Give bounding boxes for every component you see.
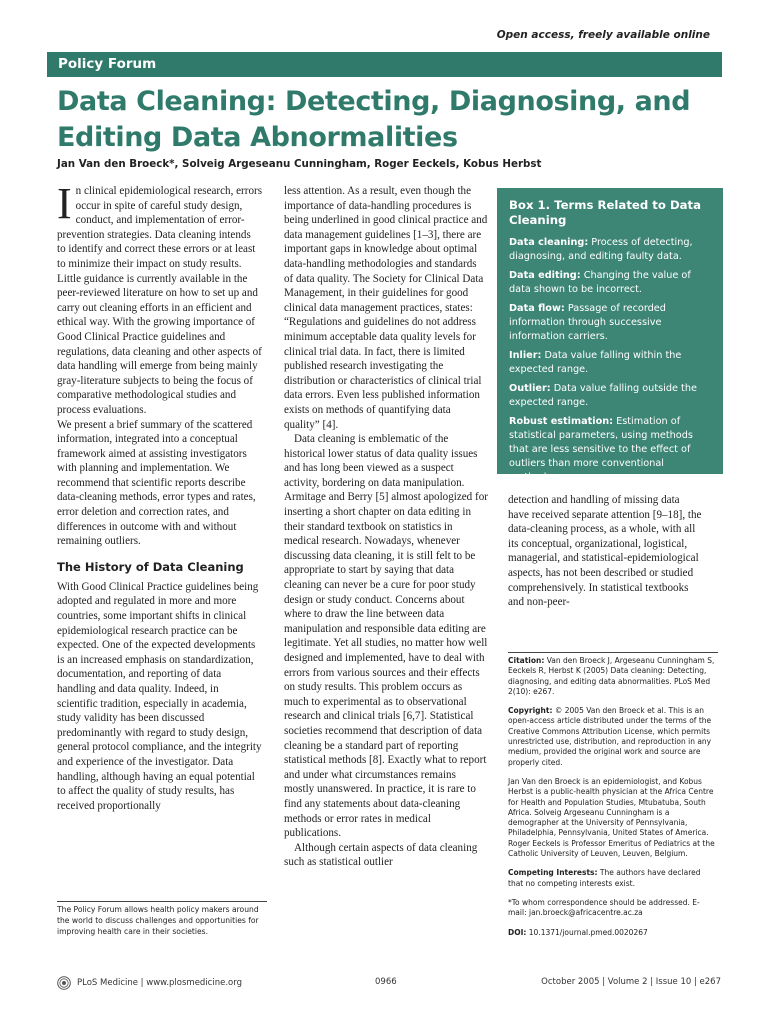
body-column-1 bbox=[57, 179, 263, 813]
body-paragraph: less attention. As a result, even though the importance of data-handling procedures is being underlined in good clinical practice and data management guidelines [1–3], there are important gaps in knowledge about optimal data-handling methodologies and standards of data quality. The Society for Clinical Data Management, in their guidelines for good clinical data management practices, states: “Regulations and guidelines do not address minimum acceptable data quality levels for clinical trial data. In fact, there is limited published research investigating the distribution or characteristics of clinical trial data errors. Even less published information exists on methods of quantifying data quality” [4]. bbox=[284, 185, 488, 431]
body-paragraph: We present a brief summary of the scattered information, integrated into a conceptual framework aimed at assisting investigators with planning and implementation. We recommend that scientific reports describe data-cleaning methods, error types and rates, error deletion and correction rates, and differences in outcome with and without remaining outliers. bbox=[57, 418, 256, 548]
section-banner: Policy Forum bbox=[47, 52, 722, 77]
body-paragraph: Although certain aspects of data cleaning such as statistical outlier bbox=[284, 841, 478, 869]
article-metadata bbox=[508, 652, 718, 947]
open-access-note: Open access, freely available online bbox=[496, 29, 710, 41]
drop-cap: I bbox=[57, 179, 72, 228]
term-item: Data flow: Passage of recorded information through successive information carriers. bbox=[509, 303, 666, 342]
intro-paragraph: In clinical epidemiological research, errors occur in spite of careful study design, conduct, and implementation of error-prevention strategies. Data cleaning intends to identify and correct these errors or at least to minimize their impact on study results. Little guidance is currently available in the peer-reviewed literature on how to set up and carry out cleaning efforts in an efficient and ethical way. With the growing importance of Good Clinical Practice guidelines and regulations, data cleaning and other aspects of data handling will emerge from being mainly gray-literature subjects to being the focus of comparative methodological studies and process evaluations. bbox=[57, 179, 263, 416]
plos-logo-icon bbox=[57, 976, 71, 990]
policy-forum-footnote: The Policy Forum allows health policy makers around the world to discuss challenges and opportunities for improving health care in their societies. bbox=[57, 901, 267, 937]
term-item: Inlier: Data value falling within the expected range. bbox=[509, 350, 682, 375]
terms-box-title: Box 1. Terms Related to Data Cleaning bbox=[509, 198, 702, 227]
doi[interactable]: DOI: 10.1371/journal.pmed.0020267 bbox=[508, 927, 648, 937]
competing-interests: Competing Interests: The authors have declared that no competing interests exist. bbox=[508, 868, 701, 888]
correspondence[interactable]: *To whom correspondence should be addressed. E-mail: jan.broeck@africacentre.ac.za bbox=[508, 897, 700, 918]
page-footer bbox=[57, 976, 721, 990]
body-paragraph: With Good Clinical Practice guidelines being adopted and regulated in more and more countries, some important shifts in clinical epidemiological research practice can be expected. One of the expected developments is an increased emphasis on standardization, documentation, and reporting of data handling and data quality. Indeed, in scientific tradition, especially in academia, study validity has been discussed predominantly with regard to study design, general protocol compliance, and the integrity and experience of the investigator. Data handling, although having an equal potential to affect the quality of study results, has received proportionally bbox=[57, 580, 262, 812]
term-item: Outlier: Data value falling outside the expected range. bbox=[509, 383, 697, 408]
article-authors: Jan Van den Broeck*, Solveig Argeseanu Cunningham, Roger Eeckels, Kobus Herbst bbox=[57, 158, 542, 170]
term-item: Robust estimation: Estimation of statistical parameters, using methods that are less sensitive to the effect of outliers than more conventional methods. bbox=[509, 416, 693, 483]
issue-info: October 2005 | Volume 2 | Issue 10 | e267 bbox=[541, 977, 721, 987]
article-title: Data Cleaning: Detecting, Diagnosing, and Editing Data Abnormalities bbox=[57, 86, 691, 153]
page-number: 0966 bbox=[375, 977, 397, 987]
copyright: Copyright: © 2005 Van den Broeck et al. This is an open-access article distributed under the terms of the Creative Commons Attribution License, which permits unrestricted use, distribution, and reproduction in any medium, provided the original work and source are properly cited. bbox=[508, 706, 712, 767]
term-item: Data cleaning: Process of detecting, diagnosing, and editing faulty data. bbox=[509, 237, 693, 262]
body-column-2 bbox=[284, 184, 488, 870]
journal-link[interactable]: PLoS Medicine | www.plosmedicine.org bbox=[77, 978, 242, 988]
terms-box bbox=[497, 188, 723, 483]
body-column-3 bbox=[508, 493, 703, 610]
author-bios: Jan Van den Broeck is an epidemiologist, and Kobus Herbst is a public-health physician at the Africa Centre for Health and Population Studies, Mtubatuba, South Africa. Solveig Argeseanu Cunningham is a demographer at the University of Pennsylvania, Philadelphia, Pennsylvania, United States of America. Roger Eeckels is Professor Emeritus of Pediatrics at the Catholic University of Leuven, Leuven, Belgium. bbox=[508, 776, 715, 859]
body-paragraph: detection and handling of missing data have received separate attention [9–18], the data-cleaning process, as a whole, with all its conceptual, organizational, logistical, managerial, and statistical-epidemiological aspects, has not been described or studied comprehensively. In statistical textbooks and non-peer- bbox=[508, 494, 702, 609]
section-heading-history: The History of Data Cleaning bbox=[57, 559, 244, 574]
body-paragraph: Data cleaning is emblematic of the historical lower status of data quality issues and has long been viewed as a suspect activity, bordering on data manipulation. Armitage and Berry [5] almost apologized for inserting a short chapter on data editing in their standard textbook on statistics in medical research. Nowadays, whenever discussing data cleaning, it is still felt to be appropriate to start by saying that data cleaning can never be a cure for poor study design or study conduct. Concerns about where to draw the line between data manipulation and responsible data editing are legitimate. Yet all studies, no matter how well designed and implemented, have to deal with errors from various sources and their effects on study results. This problem occurs as much to experimental as to observational research and clinical trials [6,7]. Statistical societies recommend that description of data cleaning be a standard part of reporting statistical methods [8]. Exactly what to report and under what circumstances remains mostly unanswered. In practice, it is rare to find any statements about data-cleaning methods or error rates in medical publications. bbox=[284, 433, 488, 840]
citation: Citation: Van den Broeck J, Argeseanu Cunningham S, Eeckels R, Herbst K (2005) Data cleaning: Detecting, diagnosing, and editing data abnormalities. PLoS Med 2(10): e267. bbox=[508, 656, 715, 696]
term-item: Data editing: Changing the value of data shown to be incorrect. bbox=[509, 270, 691, 295]
